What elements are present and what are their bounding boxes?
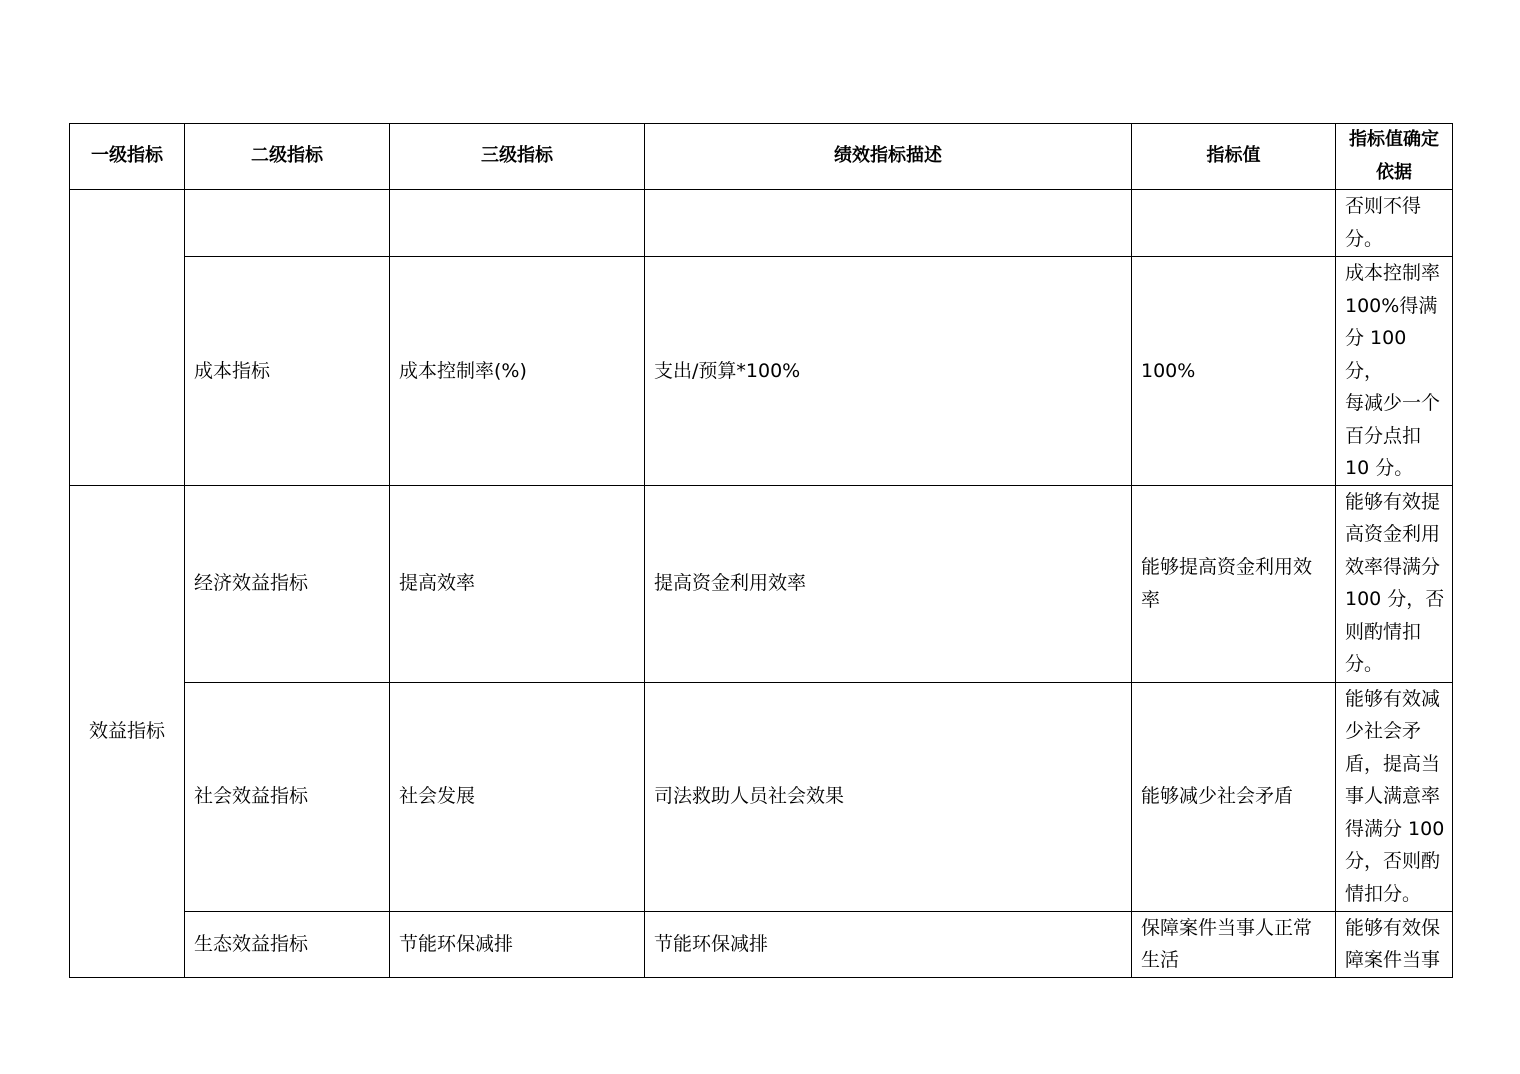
table-row — [70, 257, 1453, 486]
cell-value — [1132, 190, 1336, 257]
cell-description: 节能环保减排 — [645, 911, 1132, 977]
header-basis — [1336, 124, 1453, 190]
basis-line: 100%得满 — [1345, 294, 1438, 317]
header-description: 绩效指标描述 — [645, 124, 1132, 190]
table-row — [70, 485, 1453, 682]
cell-level2: 经济效益指标 — [185, 485, 390, 682]
cell-description: 提高资金利用效率 — [645, 485, 1132, 682]
basis-line: 分。 — [1345, 653, 1384, 675]
cell-level3: 提高效率 — [390, 485, 645, 682]
cell-basis — [1336, 911, 1453, 977]
value-line: 保障案件当事人正常 — [1141, 916, 1313, 939]
basis-line: 障案件当事 — [1345, 949, 1441, 971]
cell-value: 能够减少社会矛盾 — [1132, 682, 1336, 911]
basis-line: 百分点扣 — [1345, 424, 1422, 447]
cell-level2 — [185, 190, 390, 257]
basis-line: 能够有效提 — [1345, 490, 1441, 513]
basis-line: 情扣分。 — [1345, 882, 1422, 905]
table-row — [70, 682, 1453, 911]
basis-line: 分。 — [1345, 227, 1384, 250]
cell-basis — [1336, 682, 1453, 911]
cell-value — [1132, 485, 1336, 682]
basis-line: 成本控制率 — [1345, 262, 1441, 284]
cell-basis — [1336, 190, 1453, 257]
value-line: 能够提高资金利用效 — [1141, 556, 1313, 578]
basis-line: 少社会矛 — [1345, 720, 1422, 742]
basis-line: 则酌情扣 — [1345, 620, 1422, 643]
header-basis-line: 指标值确定 — [1349, 129, 1439, 150]
cell-level1: 效益指标 — [70, 485, 185, 977]
header-level2: 二级指标 — [185, 124, 390, 190]
basis-line: 能够有效保 — [1345, 916, 1441, 939]
basis-line: 效率得满分 — [1345, 555, 1441, 578]
cell-basis — [1336, 485, 1453, 682]
basis-line: 否则不得 — [1345, 195, 1422, 217]
cell-level2: 社会效益指标 — [185, 682, 390, 911]
cell-description: 支出/预算*100% — [645, 257, 1132, 486]
cell-level2: 成本指标 — [185, 257, 390, 486]
basis-line: 每减少一个 — [1345, 392, 1441, 414]
basis-line: 100 分，否 — [1345, 588, 1445, 610]
value-line: 率 — [1141, 588, 1161, 611]
basis-line: 分 100 分， — [1345, 327, 1407, 382]
cell-level3: 社会发展 — [390, 682, 645, 911]
header-level3: 三级指标 — [390, 124, 645, 190]
basis-line: 事人满意率 — [1345, 785, 1441, 807]
cell-level3 — [390, 190, 645, 257]
table-header-row — [70, 124, 1453, 190]
cell-level1-empty — [70, 190, 185, 486]
cell-basis — [1336, 257, 1453, 486]
cell-description — [645, 190, 1132, 257]
table-row — [70, 190, 1453, 257]
cell-level2: 生态效益指标 — [185, 911, 390, 977]
cell-level3: 成本控制率(%) — [390, 257, 645, 486]
header-level1: 一级指标 — [70, 124, 185, 190]
table-row — [70, 911, 1453, 977]
basis-line: 能够有效减 — [1345, 687, 1441, 710]
header-basis-line: 依据 — [1376, 161, 1412, 183]
cell-description: 司法救助人员社会效果 — [645, 682, 1132, 911]
basis-line: 得满分 100 — [1345, 817, 1445, 840]
basis-line: 盾，提高当 — [1345, 752, 1441, 775]
value-line: 生活 — [1141, 949, 1180, 971]
cell-level3: 节能环保减排 — [390, 911, 645, 977]
basis-line: 10 分。 — [1345, 457, 1414, 479]
header-value: 指标值 — [1132, 124, 1336, 190]
basis-line: 分，否则酌 — [1345, 850, 1441, 872]
basis-line: 高资金利用 — [1345, 523, 1441, 545]
cell-value — [1132, 911, 1336, 977]
cell-value: 100% — [1132, 257, 1336, 486]
performance-indicator-table — [69, 123, 1453, 978]
